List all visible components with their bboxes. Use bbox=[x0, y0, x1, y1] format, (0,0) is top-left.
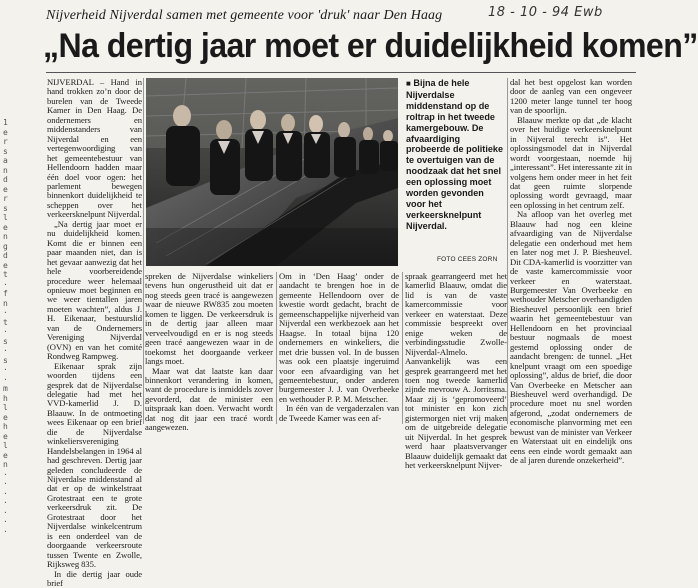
margin-char: · bbox=[3, 498, 8, 507]
margin-char: l bbox=[3, 213, 8, 222]
margin-char: e bbox=[3, 127, 8, 137]
margin-char: 1 bbox=[3, 118, 8, 127]
margin-char: s bbox=[3, 336, 8, 346]
article-paragraph: NIJVERDAL – Hand in hand trokken zo’n door de burelen van de Tweede Kamer in Den Haag. De ondernemers en middenstanders van Nijverdal en een vertegenwoordiging van het gemeentebestuur van Hellendoorn hadden maar één doel voor ogen: het parlement bewegen binnenkort duidelijkheid te scheppen over het verkeersknelpunt Nijverdal. bbox=[47, 77, 142, 220]
article-column-1 bbox=[47, 78, 142, 588]
margin-char: t bbox=[3, 317, 8, 327]
margin-char: s bbox=[3, 355, 8, 365]
margin-char: · bbox=[3, 517, 8, 526]
margin-char: e bbox=[3, 431, 8, 441]
margin-char: d bbox=[3, 175, 8, 184]
column-rule bbox=[507, 78, 508, 424]
article-paragraph: spraak gearrangeerd met het kamerlid Blaauw, omdat die lid is van de vaste kamercommissie voor verkeer en waterstaat. Deze commissie bespreekt over enige weken de verbindingsstudie Zwolle-Nijverdal-Almelo. Aanvankelijk was een gesprek gearrangeerd met het toen nog tweede kamerlid zijnde mevrouw A. Jorritsma. Maar zij is ‘gepromoveerd’ tot minister en kon zich gistermorgen niet vrij maken om de uitgebreide delegatie uit Nijverdal. In het gesprek werd haar plaatsvervanger Blaauw duidelijk gemaakt dat het verkeersknelpunt Nijver- bbox=[405, 271, 507, 471]
margin-char: d bbox=[3, 251, 8, 260]
news-photo bbox=[146, 78, 398, 266]
margin-char: a bbox=[3, 156, 8, 165]
margin-char: e bbox=[3, 222, 8, 232]
margin-char: f bbox=[3, 289, 8, 298]
caption-bullet: ■ bbox=[406, 79, 411, 88]
article-paragraph: Eikenaar sprak zijn woorden tijdens een gesprek dat de Nijverdalse delegatie had met het VVD-kamerlid J. D. Blaauw. In de ontmoeting wees Eikenaar op een brief die de Nijverdalse winkeliersvereniging Handelsbelangen in 1964 al had geschreven. Dertig jaar geleden concludeerde de Nijverdalse middenstand al dat er op de winkelstraat Grotestraat een te grote verkeersdruk zit. De Grotestraat door het Nijverdalse winkelcentrum is een onderdeel van de doorgaande verkeersroute tussen Twente en Zwolle, Rijksweg 835. bbox=[47, 360, 142, 570]
margin-char: · bbox=[3, 374, 8, 384]
margin-char: s bbox=[3, 203, 8, 213]
article-kicker: Nijverheid Nijverdal samen met gemeente voor 'druk' naar Den Haag bbox=[46, 8, 443, 23]
margin-char: e bbox=[3, 184, 8, 194]
margin-char: · bbox=[3, 327, 8, 336]
margin-char: e bbox=[3, 450, 8, 460]
margin-char: l bbox=[3, 441, 8, 450]
article-column-5 bbox=[510, 78, 632, 466]
margin-char: · bbox=[3, 469, 8, 479]
headline-rule bbox=[46, 72, 636, 73]
margin-strip bbox=[3, 118, 17, 536]
margin-char: · bbox=[3, 308, 8, 317]
margin-char: l bbox=[3, 403, 8, 412]
escalator-photo-illustration bbox=[146, 78, 398, 266]
margin-char: · bbox=[3, 365, 8, 374]
column-rule bbox=[143, 78, 144, 424]
handwritten-date: 18 - 10 - 94 Ewb bbox=[488, 5, 603, 20]
margin-char: · bbox=[3, 488, 8, 498]
article-paragraph: Maar wat dat laatste kan daar binnenkort verandering in komen, want de procedure is inmiddels zover gevorderd, dat de minister een uitspraak kan doen. Verwacht wordt dat nog dit jaar een tracé wordt aangewezen. bbox=[145, 365, 273, 433]
margin-char: t bbox=[3, 270, 8, 279]
margin-char: · bbox=[3, 526, 8, 536]
article-paragraph: Om in ‘Den Haag’ onder de aandacht te brengen hoe in de gemeente Hellendoorn over de kwestie wordt gedacht, bracht de gemeenschappelijke nijverheid van Nijverdal een werkbezoek aan het Haagse. In totaal bijna 120 ondernemers en winkeliers, die met drie bussen vol. In de bussen was ook een plaatsje ingeruimd voor een afvaardiging van het gemeentebestuur, onder anderen burgemeester J. J. van Overbeeke en wethouder P. P. M. Metscher. bbox=[279, 271, 399, 404]
margin-char: · bbox=[3, 279, 8, 289]
article-paragraph: Na afloop van het overleg met Blaauw had nog een kleine afvaardiging van de Nijverdalse delegatie een onderhoud met hem en later nog met J. P. Biesheuvel. Dit CDA-kamerlid is voorzitter van de vaste kamercommissie voor verkeer en waterstaat. Burgemeester Van Overbeeke en wethouder Metscher overhandigden Biesheuvel persoonlijk een brief waarin het gemeentebestuur van Hellendoorn en het provinciaal bestuur nogmaals de moest gestemd oplossing onder de aandacht brengen: de tunnel. „Het knelpunt vraagt om een spoedige oplossing”, aldus de brief, die door Van Overbeeke en Metscher aan Biesheuvel werd overhandigd. De procedure moet nu snel worden afgerond, „zodat ondernemers de economische planvorming met een bewust van de minister van Verkeer en Waterstaat uit en eindelijk ons eens een einde wordt gemaakt aan de al jaren durende onzekerheid”. bbox=[510, 209, 633, 466]
margin-char: r bbox=[3, 194, 8, 203]
column-rule bbox=[402, 272, 403, 424]
article-column-4 bbox=[405, 272, 507, 471]
article-paragraph: spreken de Nijverdalse winkeliers tevens hun ongerustheid uit dat er nog steeds geen tracé is aangewezen waar de nieuwe RW835 zou moeten komen te liggen. De verkeersdruk is in de dertig jaar alleen maar verveelvoudigd en er is nog steeds geen tracé aangewezen waar in de toekomst het doorgaande verkeer langs moet. bbox=[145, 271, 273, 367]
article-column-3 bbox=[279, 272, 399, 423]
article-paragraph: Blaauw merkte op dat „de klacht over het huidige verkeersknelpunt in Nijveral terecht is”. Het oplossingsmodel dat in Nijverdal wordt voorgestaan, noemde hij „interessant”. Het interessante zit in volgens hem onder meer in het feit dat geen ruimte slorpende oplossing wordt gevraagd, maar een oplossing in het centrum zelf. bbox=[510, 114, 632, 210]
margin-char: n bbox=[3, 232, 8, 241]
margin-char: g bbox=[3, 241, 8, 251]
article-paragraph: In één van de vergaderzalen van de Tweede Kamer was een af- bbox=[279, 403, 399, 423]
margin-char: n bbox=[3, 165, 8, 175]
article-paragraph: In die dertig jaar oude brief bbox=[47, 568, 142, 588]
margin-char: s bbox=[3, 146, 8, 156]
article-headline: „Na dertig jaar moet er duidelijkheid komen” bbox=[43, 27, 698, 65]
margin-char: h bbox=[3, 393, 8, 403]
margin-char: m bbox=[3, 384, 8, 393]
article-paragraph: „Na dertig jaar moet er nu duidelijkheid komen. Komt die er binnen een paar maanden niet, dan is het gevaar aanwezig dat het hele voorbereidende procedure weer helemaal opnieuw moet beginnen en we weer tientallen jaren moeten wachten”, aldus J. H. Eikenaar, bestuurslid van de Ondernemers Vereniging Nijverdal (OVN) en van het comité Rondweg Rampweg. bbox=[47, 218, 142, 362]
margin-char: n bbox=[3, 460, 8, 469]
article-column-2 bbox=[145, 272, 273, 433]
margin-char: n bbox=[3, 298, 8, 308]
margin-char: e bbox=[3, 412, 8, 422]
margin-char: h bbox=[3, 422, 8, 431]
margin-char: · bbox=[3, 346, 8, 355]
photo-credit: FOTO CEES ZORN bbox=[437, 256, 498, 263]
photo-caption bbox=[406, 78, 504, 232]
margin-char: e bbox=[3, 260, 8, 270]
caption-text: Bijna de hele Nijverdalse middenstand op de roltrap in het tweede kamergebouw. De afvaardiging probeerde de politieke te overtuigen van de noodzaak dat het snel een oplossing moet worden gevonden voor het verkeersknelpunt Nijverdal. bbox=[406, 78, 504, 231]
margin-char: · bbox=[3, 507, 8, 517]
column-rule bbox=[276, 272, 277, 424]
margin-char: · bbox=[3, 479, 8, 488]
article-paragraph: dal het best opgelost kan worden door de aanleg van een ongeveer 1200 meter lange tunnel ter hoog van de spoorlijn. bbox=[510, 77, 632, 116]
margin-char: r bbox=[3, 137, 8, 146]
